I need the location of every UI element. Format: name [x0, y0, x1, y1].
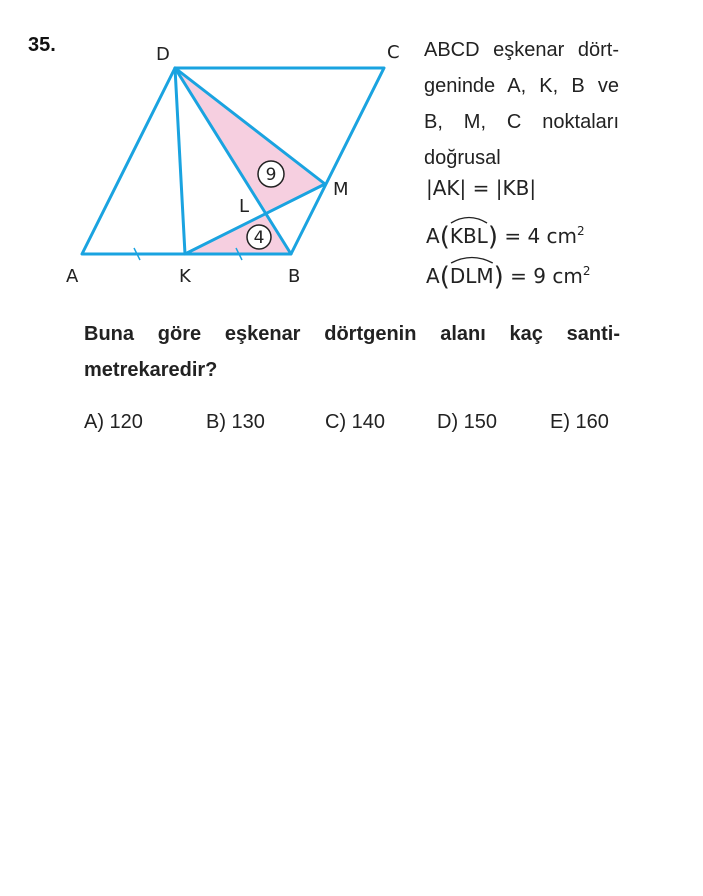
triangle-name-kbl: KBL	[450, 220, 488, 248]
given-area-kbl	[426, 220, 585, 252]
hat-icon	[450, 214, 488, 224]
triangle-kbl-fill	[185, 214, 291, 254]
given-area-dlm	[426, 260, 591, 292]
triangle-name-dlm: DLM	[450, 260, 494, 288]
exponent: 2	[582, 264, 591, 278]
point-label-c: C	[387, 42, 400, 63]
point-label-l: L	[239, 196, 250, 217]
paren-close: )	[493, 262, 504, 292]
given-equality: |AK| = |KB|	[426, 176, 537, 200]
paren-open: (	[439, 262, 450, 292]
statement-line: B, M, C noktaları	[424, 111, 619, 133]
choice-a[interactable]: A) 120	[84, 411, 143, 433]
statement-line: doğrusal	[424, 147, 501, 169]
area-label-dlm: 9	[265, 165, 277, 185]
paren-open: (	[439, 222, 450, 252]
area-label-kbl: 4	[253, 228, 265, 248]
point-label-m: M	[333, 179, 349, 200]
exponent: 2	[577, 224, 585, 238]
segment-dk	[175, 68, 185, 254]
prompt-line: Buna göre eşkenar dörtgenin alanı kaç santi-	[84, 323, 620, 345]
question-number: 35.	[28, 34, 56, 56]
choice-d[interactable]: D) 150	[437, 411, 498, 433]
area-prefix: A	[426, 264, 440, 288]
choice-e[interactable]: E) 160	[550, 411, 609, 433]
point-label-d: D	[156, 44, 170, 65]
statement-line: ABCD eşkenar dört-	[424, 39, 619, 61]
point-label-k: K	[179, 266, 191, 287]
area-value: = 9 cm	[510, 264, 583, 288]
point-label-a: A	[66, 266, 79, 287]
statement-line: geninde A, K, B ve	[424, 75, 619, 97]
choice-c[interactable]: C) 140	[325, 411, 386, 433]
point-label-b: B	[288, 266, 301, 287]
question-prompt	[84, 316, 620, 388]
prompt-line: metrekaredir?	[84, 359, 218, 381]
problem-statement	[424, 32, 619, 176]
area-prefix: A	[426, 224, 440, 248]
hat-icon	[450, 254, 494, 264]
paren-close: )	[487, 222, 498, 252]
area-value: = 4 cm	[504, 224, 578, 248]
choice-b[interactable]: B) 130	[206, 411, 265, 433]
triangle-dlm-fill	[175, 68, 325, 214]
